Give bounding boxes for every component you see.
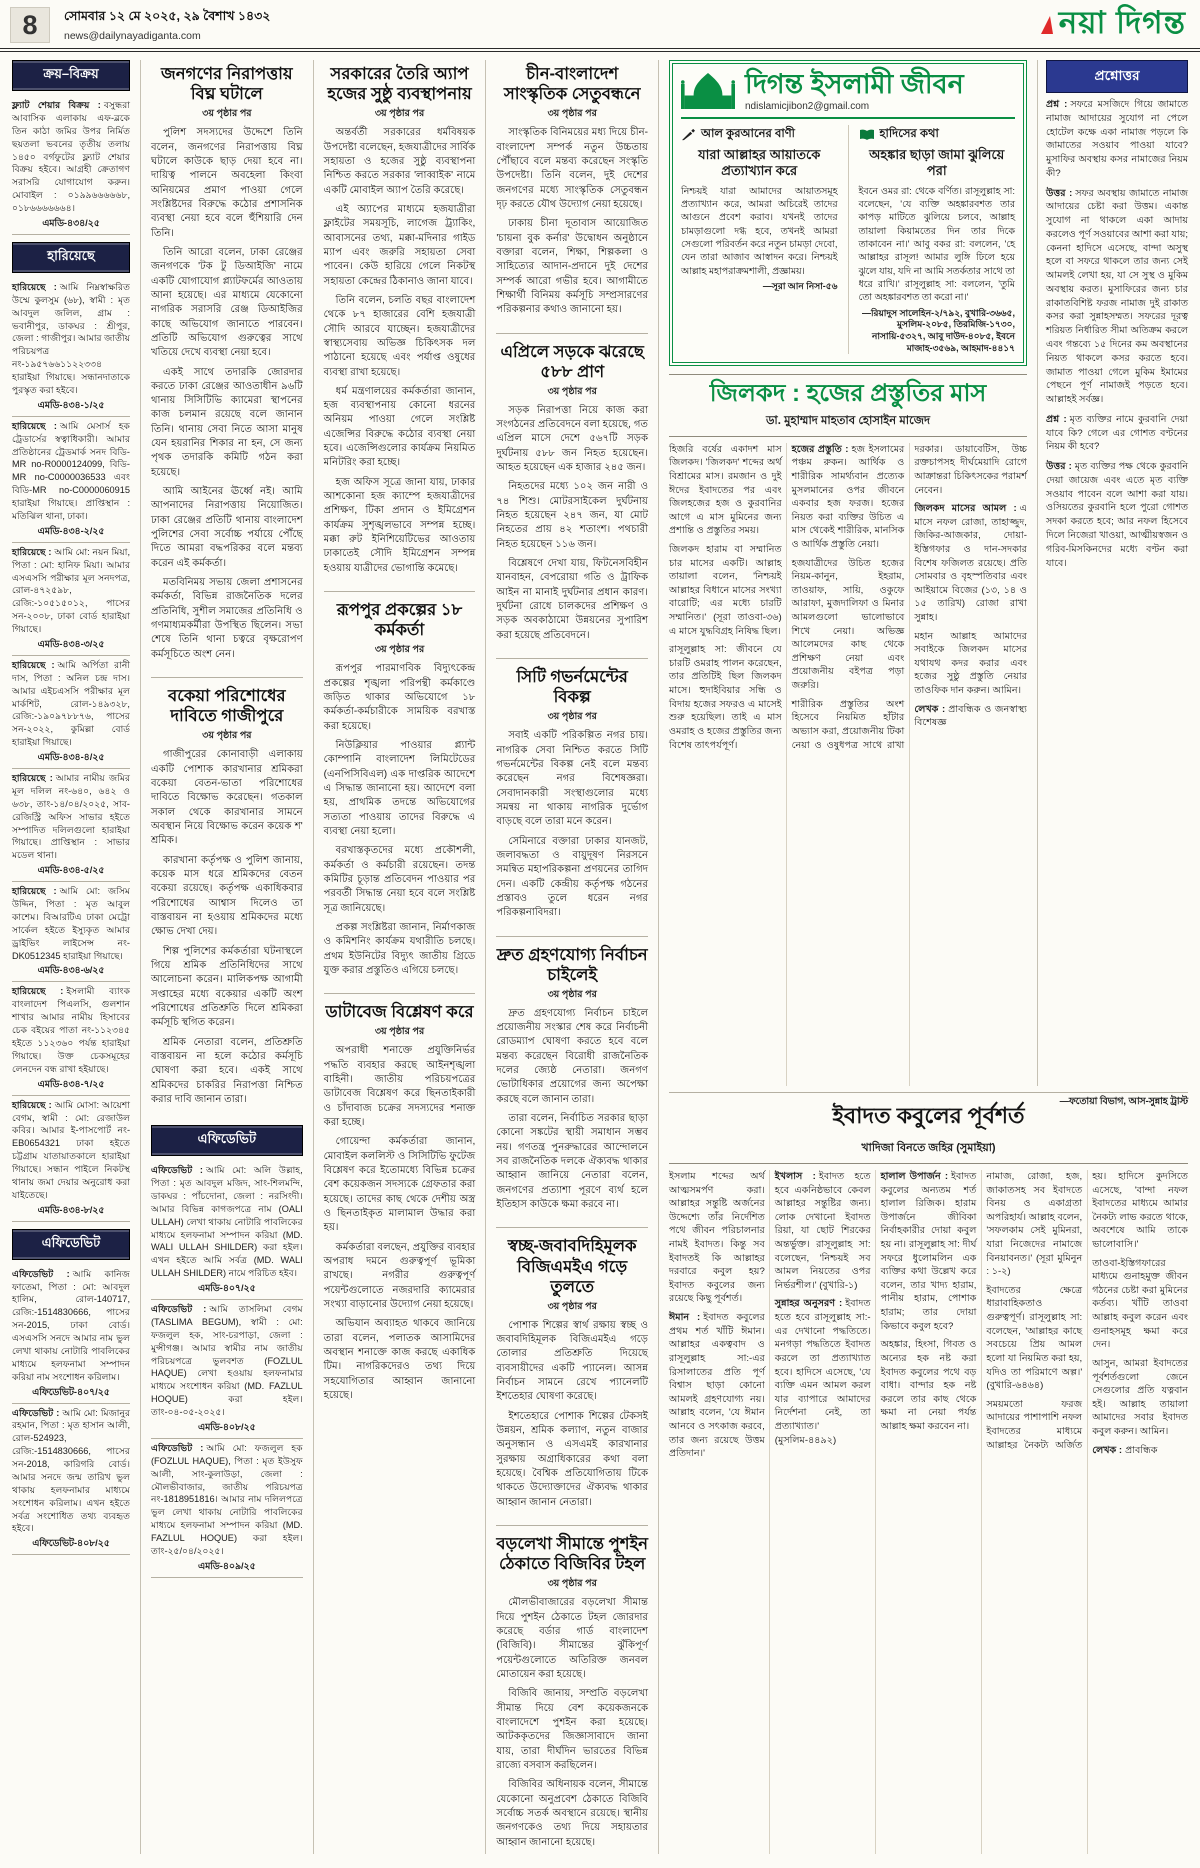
qa-body: [1046, 98, 1188, 1092]
article-paragraph: মৌলভীবাজারের বড়লেখা সীমান্ত দিয়ে পুশইন ঠেকাতে টহল জোরদার করেছে বর্ডার গার্ড বাংলাদেশ (বিজিবি)। সীমান্তের ঝুঁকিপূর্ণ পয়েন্টগুলোতে অতিরিক্ত জনবল মোতায়েন করা হয়েছে।: [496, 1597, 649, 1680]
classified-code: এমডি-৪৩৪-১/২৫: [37, 399, 105, 410]
article-paragraph: তিনি বলেন, চলতি বছর বাংলাদেশ থেকে ৮৭ হাজারের বেশি হজযাত্রী সৌদি আরবে যাচ্ছেন। হজযাত্রীদের স্বাস্থ্যসেবায় অভিজ্ঞ চিকিৎসক দল পাঠানো হয়েছে এবং পর্যাপ্ত ওষুধের ব্যবস্থা রাখা হয়েছে।: [323, 294, 476, 378]
article-paragraph: ঢাকায় চীনা দূতাবাস আয়োজিত 'চায়না বুক কর্নার' উদ্বোধন অনুষ্ঠানে বক্তারা বলেন, শিক্ষা, শিল্পকলা ও সাহিত্যের আদান-প্রদানে দুই দেশের সম্পর্ক আরো গভীর হবে। আগামীতে শিক্ষার্থী বিনিময় কর্মসূচি সম্প্রসারণের পরিকল্পনার কথাও জানানো হয়।: [496, 218, 649, 316]
islamic-email-link[interactable]: ndislamicjibon2@gmail.com: [745, 100, 870, 112]
main-column-3: [485, 60, 648, 1854]
article-body: [324, 662, 476, 978]
hadith-headline: অহঙ্কার ছাড়া জামা ঝুলিয়ে পরা: [869, 147, 1005, 179]
main-articles: [140, 60, 648, 1854]
continued-from-note: ৩য় পৃষ্ঠার পর: [547, 1300, 597, 1312]
article-headline: রূপপুর প্রকল্পের ১৮ কর্মকর্তা: [336, 601, 463, 640]
article-paragraph: আসুন, আমরা ইবাদতের পূর্বশর্তগুলো জেনে সেগুলোর প্রতি যত্নবান হই। আল্লাহ তায়ালা আমাদের সবার ইবাদত কবুল করুন। আমিন।: [1092, 1357, 1188, 1437]
article-paragraph: সাংস্কৃতিক বিনিময়ের মধ্য দিয়ে চীন-বাংলাদেশ সম্পর্ক নতুন উচ্চতায় পৌঁছাবে বলে মন্তব্য করেছেন সংস্কৃতি উপদেষ্টা। তিনি বলেন, দুই দেশের জনগণের মধ্যে সাংস্কৃতিক সেতুবন্ধন দৃঢ় করতে যৌথ উদ্যোগ নেয়া হয়েছে।: [496, 127, 649, 210]
main-column-1: [140, 60, 303, 1854]
page-content: [0, 52, 1200, 1864]
ibadat-body: [669, 1170, 1188, 1854]
quran-headline: যারা আল্লাহর আয়াতকে প্রত্যাখ্যান করে: [698, 147, 821, 179]
jilqad-headline: জিলকদ : হজের প্রস্তুতির মাস: [709, 380, 987, 408]
article-paragraph: এই অ্যাপের মাধ্যমে হজযাত্রীরা ফ্লাইটের সময়সূচি, লাগেজ ট্র্যাকিং, আবাসনের তথ্য, মক্কা-মদিনার গাইড ম্যাপ এবং জরুরি সহায়তা সেবা পাবেন। কেউ হারিয়ে গেলে নিকটস্থ সহায়তা কেন্দ্রের ঠিকানাও জানা যাবে।: [323, 203, 476, 287]
article-paragraph: হালাল উপার্জন : ইবাদত কবুলের অন্যতম শর্ত হালাল রিজিক। হারাম উপার্জনে জীবিকা নির্বাহকারীর দোয়া কবুল হয় না। রাসূলুল্লাহ সা: দীর্ঘ সফরে ধুলোমলিন এক ব্যক্তির কথা উল্লেখ করে বলেন, তার খাদ্য হারাম, পানীয় হারাম, পোশাক হারাম; তার দোয়া কিভাবে কবুল হবে?: [880, 1171, 977, 1332]
article-paragraph: নিহতদের মধ্যে ১০২ জন নারী ও ৭৪ শিশু। মোটরসাইকেল দুর্ঘটনায় নিহত হয়েছেন ২৪৭ জন, যা মোট নিহতের প্রায় ৪২ শতাংশ। পথচারী নিহত হয়েছেন ১১৬ জন।: [496, 481, 649, 550]
article-paragraph: ধর্ম মন্ত্রণালয়ের কর্মকর্তারা জানান, হজ ব্যবস্থাপনায় কোনো ধরনের অনিয়ম পাওয়া গেলে সংশ্লিষ্ট এজেন্সির বিরুদ্ধে কঠোর ব্যবস্থা নেয়া হবে। এজেন্সিগুলোর কার্যক্রম নিয়মিত মনিটরিং করা হচ্ছে।: [323, 385, 476, 469]
lost-notice: হারিয়েছে : আমি মো: জসিম উদ্দিন, পিতা : মৃত আবুল কাশেম। বিআরটিএ ঢাকা মেট্রো সার্কেল হইতে ইস্যুকৃত আমার ড্রাইভিং লাইসেন্স নং-DK0512345 হারাইয়া গিয়াছে। এমডি-৪৩৪-৬/২৫: [12, 882, 130, 982]
classifieds-rail: [12, 60, 130, 1854]
classified-code: এমডি-৪৩৪-৬/২৫: [37, 965, 105, 976]
classified-code: এমডি-৪৩৪-৪/২৫: [37, 752, 105, 763]
pen-icon: [681, 128, 696, 141]
qa-paragraph: প্রশ্ন : মৃত ব্যক্তির নামে কুরবানি দেয়া যাবে কি? গেলে এর গোশত বণ্টনের নিয়ম কী হবে?: [1046, 413, 1188, 453]
classified-code: এমডি-৪৩৪-৫/২৫: [37, 865, 105, 876]
article-hajj-app: [324, 60, 476, 587]
article-paragraph: নিউক্লিয়ার পাওয়ার প্ল্যান্ট কোম্পানি বাংলাদেশ লিমিটেডের (এনপিসিবিএল) এক দাপ্তরিক আদেশে এ সিদ্ধান্ত জানানো হয়। আদেশে বলা হয়, প্রাথমিক তদন্তে অভিযোগের সত্যতা পাওয়ায় তাদের বিরুদ্ধে এ ব্যবস্থা নেয়া হলো।: [323, 739, 476, 837]
qa-header: প্রশ্নোত্তর: [1046, 60, 1188, 93]
hadith-label-row: [859, 125, 1016, 144]
article-body: [324, 126, 476, 576]
lost-notice: হারিয়েছে : আমি মোসা: আয়েশা বেগম, স্বামী : মো: রেজাউল কবির। আমার ই-পাসপোর্ট নং-EB0654321 ঢাকা হইতে চট্টগ্রাম যাতায়াতকালে হারাইয়া গিয়াছে। সন্ধান পাইলে নিকটস্থ থানায় জমা দেয়ার অনুরোধ করা যাইতেছে। এমডি-৪৩৪-৮/২৫: [12, 1096, 130, 1222]
article-body: [151, 126, 303, 662]
article-paragraph: হজযাত্রীদের উচিত হজের নিয়ম-কানুন, ইহরাম, তাওয়াফ, সায়ি, ওকুফে আরাফা, মুজদালিফা ও মিনার আমলগুলো ভালোভাবে শিখে নেয়া। অভিজ্ঞ আলেমদের কাছ থেকে প্রশিক্ষণ নেয়া এবং প্রয়োজনীয় বইপত্র পড়া জরুরি।: [791, 557, 905, 692]
affidavit-notice: এফিডেভিট : আমি মো: অলি উল্লাহ, পিতা : মৃত আবদুল মজিদ, সাং-শিলমন্দি, ডাকঘর : পাঁচদোনা, জেলা : নরসিংদী। আমার বিভিন্ন কাগজপত্রে নাম (OALI ULLAH) লেখা থাকায় নোটারি পাবলিকের মাধ্যমে হলফনামা সম্পাদন করিয়া (MD. WALI ULLAH SHILDER) করা হইল। এখন হইতে আমি সর্বত্র (MD. WALI ULLAH SHILDER) নামে পরিচিত হইব। এমডি-৪০৭/২৫: [151, 1161, 303, 1300]
jilqad-headline-block: [669, 374, 1027, 436]
article-paragraph: গোয়েন্দা কর্মকর্তারা জানান, মোবাইল কললিস্ট ও সিসিটিভি ফুটেজ বিশ্লেষণ করে ইতোমধ্যে বিভিন্ন চক্রের বেশ কয়েকজন সদস্যকে গ্রেফতার করা হয়েছে। তাদের কাছ থেকে দেশীয় অস্ত্র ও ছিনতাইকৃত মালামাল উদ্ধার করা হয়।: [323, 1136, 476, 1234]
article-paragraph: তাওবা-ইস্তিগফারের মাধ্যমে গুনাহমুক্ত জীবন গঠনের চেষ্টা করা মুমিনের কর্তব্য। খাঁটি তাওবা আল্লাহ কবুল করেন এবং গুনাহসমূহ ক্ষমা করে দেন।: [1092, 1257, 1188, 1351]
qa-paragraph: প্রশ্ন : সফরে মসজিদে গিয়ে জামাতে নামাজ আদায়ের সুযোগ না পেলে হোটেল কক্ষে একা নামাজ পড়লে কি জামাতের সওয়াব পাওয়া যাবে? মুসাফির অবস্থায় কসর নামাজের নিয়ম কী?: [1046, 99, 1189, 179]
islamic-top-row: [669, 60, 1189, 1106]
article-paragraph: কারখানা কর্তৃপক্ষ ও পুলিশ জানায়, কয়েক মাস ধরে শ্রমিকদের বেতন বকেয়া রয়েছে। কর্তৃপক্ষ একাধিকবার পরিশোধের আশ্বাস দিলেও তা বাস্তবায়ন না হওয়ায় শ্রমিকদের মধ্যে ক্ষোভ দেখা দেয়।: [151, 854, 303, 938]
affidavit-notice: এফিডেভিট : আমি মো: ফজলুল হক (FOZLUL HAQUE), পিতা : মৃত ইউসুফ আলী, সাং-কুলাউড়া, জেলা : মৌলভীবাজার, জাতীয় পরিচয়পত্র নং-1818951816। আমার নাম দলিলপত্রে ভুল লেখা থাকায় নোটারি পাবলিকের মাধ্যমে হলফনামা সম্পাদন করিয়া (MD. FAZLUL HOQUE) করা হইল। তাং-২৫/০৪/২০২৫। এমডি-৪০৯/২৫: [151, 1439, 303, 1578]
article-election: [496, 936, 648, 1224]
brand-logo: [1041, 0, 1186, 51]
article-paragraph: সবাই একটি পরিকল্পিত নগর চায়। নাগরিক সেবা নিশ্চিত করতে সিটি গভর্নমেন্টের বিকল্প নেই বলে মন্তব্য করেছেন নগর বিশেষজ্ঞরা। সেবাদানকারী সংস্থাগুলোর মধ্যে সমন্বয় না থাকায় নাগরিক দুর্ভোগ বাড়ছে বলে তারা মনে করেন।: [496, 730, 649, 828]
continued-from-note: ৩য় পৃষ্ঠার পর: [547, 385, 597, 397]
article-paragraph: ইসলাম শব্দের অর্থ আত্মসমর্পণ করা। আল্লাহর সন্তুষ্টি অর্জনের উদ্দেশ্যে তাঁর নির্দেশিত পথে জীবন পরিচালনার নামই ইবাদত। কিন্তু সব ইবাদতই কি আল্লাহর দরবারে কবুল হয়? ইবাদত কবুলের জন্য রয়েছে কিছু পূর্বশর্ত।: [669, 1171, 765, 1305]
ibadat-byline: খাদিজা বিনতে জহির (সুমাইয়া): [861, 1142, 996, 1154]
article-headline: দ্রুত গ্রহণযোগ্য নির্বাচন চাইলেই: [496, 945, 648, 984]
islamic-left-column: [669, 60, 1027, 1086]
hadith-source: —রিয়াদুস সালেহিন-২/৭৯২, বুখারি-৩৬৬৫, মুসলিম-২০৮৫, তিরমিজি-১৭৩০, নাসায়ি-৫৩২৭, আবু দাউদ-৪০৮৫, ইবনে মাজাহ-৩৫৬৯, আহমাদ-৪৪১৭: [861, 307, 1015, 353]
affidavit-list: [12, 1265, 130, 1556]
article-paragraph: রাসূলুল্লাহ সা: জীবনে যে চারটি ওমরাহ পালন করেছেন, তার প্রতিটিই ছিল জিলকদ মাসে। হুদাইবিয়ার সন্ধি ও বিদায় হজের সফরও এ মাসেই শুরু হয়েছিল। তাই এ মাস ওমরাহ ও হজের প্রস্তুতির জন্য বিশেষ তাৎপর্যপূর্ণ।: [669, 644, 782, 751]
article-paragraph: ইবাদতের ক্ষেত্রে ধারাবাহিকতাও গুরুত্বপূর্ণ। রাসূলুল্লাহ সা: বলেছেন, 'আল্লাহর কাছে সবচেয়ে প্রিয় আমল হলো যা নিয়মিত করা হয়, যদিও তা পরিমাণে অল্প।' (বুখারি-৬৪৬৪): [986, 1284, 1083, 1392]
article-bgmea: [496, 1227, 648, 1521]
article-road-deaths: [496, 333, 648, 655]
lost-notice: হারিয়েছে : আমি অর্পিতা রানী দাস, পিতা : অনিল চন্দ্র দাস। আমার এইচএসসি পরীক্ষার মূল মার্কশিট, রোল-১৪৯৩২৮, রেজি:-১৯০৯৭৮৮৭৬, পাসের সন-২০২২, কুমিল্লা বোর্ড হারাইয়া গিয়াছে। এমডি-৪৩৪-৪/২৫: [12, 656, 130, 769]
classified-code: এফিডেভিট-৪০৮/২৫: [32, 1538, 110, 1549]
article-paragraph: সেমিনারে বক্তারা ঢাকার যানজট, জলাবদ্ধতা ও বায়ুদূষণ নিরসনে সমন্বিত মহাপরিকল্পনা প্রণয়নের তাগিদ দেন। একটি কেন্দ্রীয় কর্তৃপক্ষ গঠনের প্রস্তাবও তুলে ধরেন নগর পরিকল্পনাবিদরা।: [496, 835, 649, 919]
masthead: [0, 0, 1200, 52]
ibadat-article: [669, 1092, 1188, 1854]
article-paragraph: প্রকল্প সংশ্লিষ্টরা জানান, নির্মাণকাজ ও কমিশনিং কার্যক্রম যথারীতি চলছে। প্রথম ইউনিটের বিদ্যুৎ জাতীয় গ্রিডে যুক্ত করার প্রস্তুতিও এগিয়ে চলছে।: [323, 921, 476, 976]
article-body: [496, 1319, 648, 1510]
article-paragraph: সময়মতো ফরজ আদায়ের পাশাপাশি নফল ইবাদতের মাধ্যমে আল্লাহর নৈকট্য অর্জিত হয়। হাদিসে কুদসিতে এসেছে, 'বান্দা নফল ইবাদতের মাধ্যমে আমার নৈকট্য লাভ করতে থাকে, অবশেষে আমি তাকে ভালোবাসি।': [986, 1171, 1188, 1451]
lost-notice: হারিয়েছে : আমি মো: নয়ন মিয়া, পিতা : মো: হানিফ মিয়া। আমার এসএসসি পরীক্ষার মূল সনদপত্র, রোল-৪৭২৫৯৮, রেজি:-১০৫১৫০১২, পাসের সন-২০০৮, ঢাকা বোর্ড হারাইয়া গিয়াছে। এমডি-৪৩৪-৩/২৫: [12, 543, 130, 656]
islamic-section-title: দিগন্ত ইসলামী জীবন: [745, 69, 964, 100]
quran-label: আল কুরআনের বাণী: [701, 128, 795, 140]
article-body: [496, 1596, 648, 1850]
article-paragraph: পুলিশ সদস্যদের উদ্দেশে তিনি বলেন, জনগণের নিরাপত্তায় বিঘ্ন ঘটালে কাউকে ছাড় দেয়া হবে না। দায়িত্ব পালনে অবহেলা কিংবা অনিয়মের প্রমাণ পাওয়া গেলে সংশ্লিষ্টদের বিরুদ্ধে কঠোর প্রশাসনিক ব্যবস্থা নেয়া হবে বলে হুঁশিয়ারি দেন তিনি।: [151, 127, 303, 239]
article-paragraph: লেখক : প্রাবন্ধিক: [1092, 1444, 1158, 1456]
article-headline: ডাটাবেজ বিশ্লেষণ করে: [325, 1003, 474, 1022]
islamic-title-block: [745, 70, 964, 111]
article-paragraph: অহঙ্কার, হিংসা, গিবত ও অন্যের হক নষ্ট করা ইবাদত কবুলের পথে বড় বাধা। বান্দার হক নষ্ট করলে তার কাছ থেকে ক্ষমা না নেয়া পর্যন্ত আল্লাহ ক্ষমা করবেন না।: [880, 1339, 977, 1432]
article-headline: বড়লেখা সীমান্তে পুশইন ঠেকাতে বিজিবির টহল: [496, 1535, 648, 1574]
hadith-body: ইবনে ওমর রা: থেকে বর্ণিত। রাসূলুল্লাহ সা: বলেছেন, 'যে ব্যক্তি অহঙ্কারবশত তার কাপড় মাটিতে ঝুলিয়ে চলবে, আল্লাহ তায়ালা কিয়ামতের দিন তার দিকে তাকাবেন না।' আবু বকর রা: বললেন, 'হে আল্লাহর রাসূল! আমার লুঙ্গি ঢিলে হয়ে ঝুলে যায়, যদি না আমি সতর্কতার সাথে তা ধরে রাখি।' রাসূলুল্লাহ সা: বললেন, 'তুমি তো অহঙ্কারবশত তা করো না।': [858, 184, 1015, 303]
article-paragraph: মহান আল্লাহ আমাদের সবাইকে জিলকদ মাসের যথাযথ কদর করার এবং হজের সুষ্ঠু প্রস্তুতি নেয়ার তাওফিক দান করুন। আমিন।: [914, 630, 1027, 697]
article-china-culture: [496, 60, 648, 329]
page-number: 8: [10, 7, 50, 43]
quran-source: —সূরা আন নিসা-৫৬: [762, 280, 838, 291]
article-paragraph: লেখক : প্রাবন্ধিক ও জনস্বাস্থ্য বিশেষজ্ঞ: [914, 703, 1027, 729]
continued-from-note: ৩য় পৃষ্ঠার পর: [547, 988, 597, 1000]
continued-from-note: ৩য় পৃষ্ঠার পর: [547, 711, 597, 723]
islamic-life-section: [658, 60, 1188, 1854]
classified-code: এমডি-৪৩৪/২৫: [42, 217, 100, 228]
article-headline: এপ্রিলে সড়কে ঝরেছে ৫৮৮ প্রাণ: [500, 342, 644, 381]
affidavit-notice: এফিডেভিট : আমি মো: মিজানুর রহমান, পিতা : মৃত হাসান আলী, রোল-524923, রেজি:-1514830666, পাসের সন-2018, কারিগরি বোর্ড। আমার সনদে জন্ম তারিখ ভুল থাকায় হলফনামার মাধ্যমে সংশোধন করিলাম। এখন হইতে সর্বত্র সংশোধিত তথ্য ব্যবহৃত হইবে। এফিডেভিট-৪০৮/২৫: [12, 1404, 130, 1556]
continued-from-note: ৩য় পৃষ্ঠার পর: [374, 108, 425, 120]
quran-body: নিশ্চয়ই যারা আমাদের আয়াতসমূহ প্রত্যাখ্যান করে, আমরা অচিরেই তাদের আগুনে প্রবেশ করাব। যখনই তাদের চামড়াগুলো দগ্ধ হবে, তখনই আমরা সেগুলো পরিবর্তন করে নতুন চামড়া দেবো, যেন তারা আজাব আস্বাদন করে। নিশ্চয়ই আল্লাহ মহাপরাক্রমশালী, প্রজ্ঞাময়।: [681, 184, 838, 276]
article-paragraph: নামাজ, রোজা, হজ, জাকাতসহ সব ইবাদতে বিনয় ও একাগ্রতা অপরিহার্য। আল্লাহ বলেন, 'সফলকাম সেই মুমিনরা, যারা নিজেদের নামাজে বিনয়াবনত।' (সূরা মুমিনুন : ১-২): [986, 1171, 1083, 1278]
classified-code: এফিডেভিট-৪০৭/২৫: [32, 1386, 110, 1397]
mosque-icon: [681, 70, 735, 112]
article-database: [324, 993, 476, 1414]
continued-from-note: ৩য় পৃষ্ঠার পর: [202, 108, 252, 120]
quran-label-row: [681, 125, 838, 144]
qa-paragraph: উত্তর : মৃত ব্যক্তির পক্ষ থেকে কুরবানি দেয়া জায়েজ এবং এতে মৃত ব্যক্তি সওয়াব পাবেন বলে আশা করা যায়। ওসিয়তের কুরবানি হলে পুরো গোশত সদকা করতে হবে; আর নফল হিসেবে দিলে নিজেরা খাওয়া, আত্মীয়স্বজন ও গরিব-মিসকিনদের মধ্যে বণ্টন করা যাবে।: [1046, 461, 1188, 569]
jilqad-byline: ডা. মুহাম্মাদ মাহতাব হোসাইন মাজেদ: [765, 414, 931, 427]
affidavit-notice: এফিডেভিট : আমি তাসলিমা বেগম (TASLIMA BEGUM), স্বামী : মো: ফজলুল হক, সাং-চরপাড়া, জেলা : মুন্সীগঞ্জ। আমার স্বামীর নাম জাতীয় পরিচয়পত্রে ভুলবশত (FOZLUL HAQUE) লেখা হওয়ায় হলফনামার মাধ্যমে সংশোধন করিয়া (MD. FAZLUL HOQUE) করা হইল। তাং-০৪-০৫-২০২৫। এমডি-৪০৮/২৫: [151, 1300, 303, 1439]
dateline-block: [64, 8, 270, 42]
islamic-header: [681, 70, 1015, 119]
article-paragraph: জিলকদ হারাম বা সম্মানিত চার মাসের একটি। আল্লাহ তায়ালা বলেন, 'নিশ্চয়ই আল্লাহর বিধানে মাসের সংখ্যা বারোটি; এর মধ্যে চারটি সম্মানিত।' (সূরা তাওবা-৩৬) এ মাসে যুদ্ধবিগ্রহ নিষিদ্ধ ছিল।: [669, 544, 782, 637]
lost-notice: হারিয়েছে : আমি নিম্নস্বাক্ষরিত উম্মে কুলসুম (৬৮), স্বামী : মৃত আবদুল জলিল, গ্রাম : ভবানীপুর, ডাকঘর : শ্রীপুর, জেলা : গাজীপুর। আমার জাতীয় পরিচয়পত্র নং-১৯৫৭৬৬১১২২৩৩৪ হারাইয়া গিয়াছে। সন্ধানদাতাকে পুরস্কৃত করা হইবে। এমডি-৪৩৪-১/২৫: [12, 278, 130, 417]
article-paragraph: শ্রমিক নেতারা বলেন, প্রতিশ্রুতি বাস্তবায়ন না হলে কঠোর কর্মসূচি ঘোষণা করা হবে। একই সাথে শ্রমিকদের চাকরির নিরাপত্তা নিশ্চিত করার দাবি জানান তারা।: [151, 1036, 303, 1105]
affidavit-main-list: [151, 1161, 303, 1578]
jilqad-body: [669, 443, 1027, 1086]
article-paragraph: ইখলাস : ইবাদত হতে হবে একনিষ্ঠভাবে কেবল আল্লাহর সন্তুষ্টির জন্য। লোক দেখানো ইবাদত রিয়া, যা ছোট শিরকের অন্তর্ভুক্ত। রাসূলুল্লাহ সা: বলেছেন, 'নিশ্চয়ই সব আমল নিয়তের ওপর নির্ভরশীল।' (বুখারি-১): [774, 1171, 871, 1291]
article-paragraph: হিজরি বর্ষের একাদশ মাস জিলকদ। 'জিলকদ' শব্দের অর্থ বিশ্রামের মাস। রমজান ও দুই ঈদের ইবাদতের পর এবং জিলহজের হজ ও কুরবানির আগে এ মাস মুমিনের জন্য প্রশান্তি ও প্রস্তুতির সময়।: [669, 443, 782, 537]
article-border-patrol: [496, 1525, 648, 1861]
quote-columns: [681, 125, 1015, 354]
classified-code: এমডি-৪৩৪-৩/২৫: [37, 638, 105, 649]
section-header-lost: হারিয়েছে: [12, 242, 130, 273]
article-body: [496, 1007, 648, 1213]
article-body: [324, 1044, 476, 1403]
article-paragraph: ইশতেহারে পোশাক শিল্পের টেকসই উন্নয়ন, শ্রমিক কল্যাণ, নতুন বাজার অনুসন্ধান ও এসএমই কারখানার সুরক্ষায় অগ্রাধিকারের কথা বলা হয়েছে। বৈশ্বিক প্রতিযোগিতায় টিকে থাকতে উদ্যোক্তাদের ঐক্যবদ্ধ থাকার আহ্বান জানান নেতারা।: [496, 1410, 649, 1508]
article-paragraph: দ্রুত গ্রহণযোগ্য নির্বাচন চাইলে প্রয়োজনীয় সংস্কার শেষ করে নির্বাচনী রোডম্যাপ ঘোষণা করতে হবে বলে মন্তব্য করেছেন বিরোধী রাজনৈতিক দলের জ্যেষ্ঠ নেতারা। জনগণ ভোটাধিকার প্রয়োগের জন্য অপেক্ষা করছে বলে জানান তারা।: [496, 1007, 649, 1105]
continued-from-note: ৩য় পৃষ্ঠার পর: [374, 1026, 425, 1038]
article-paragraph: পোশাক শিল্পের স্বার্থ রক্ষায় স্বচ্ছ ও জবাবদিহিমূলক বিজিএমইএ গড়ে তোলার প্রতিশ্রুতি দিয়েছে ব্যবসায়ীদের একটি প্যানেল। আসন্ন নির্বাচন সামনে রেখে প্যানেলটি ইশতেহার ঘোষণা করেছে।: [496, 1319, 649, 1403]
lost-notice: হারিয়েছে : আমার নামীয় জমির মূল দলিল নং-৬৪০, ৬৪২ ও ৬৩৮, তাং-১৪/০৪/২০২৫, সাব-রেজিস্ট্রি অফিস সাভার হইতে সম্পাদিত দলিলগুলো হারাইয়া গিয়াছে। প্রাপ্তিস্থান : সাভার মডেল থানা। এমডি-৪৩৪-৫/২৫: [12, 769, 130, 882]
article-paragraph: তিনি আরো বলেন, ঢাকা রেঞ্জের জনগণকে 'টক টু ডিআইজি' নামে একটি যোগাযোগ প্ল্যাটফর্মের আওতায় আনা হয়েছে। এর মাধ্যমে যেকোনো নাগরিক সরাসরি রেঞ্জ ডিআইজির কাছে অভিযোগ জানাতে পারবেন। প্রতিটি অভিযোগ গুরুত্বের সাথে খতিয়ে দেখে ব্যবস্থা নেয়া হবে।: [151, 246, 303, 359]
article-headline: চীন-বাংলাদেশ সাংস্কৃতিক সেতুবন্ধনে: [503, 65, 641, 104]
article-paragraph: তারা বলেন, নির্বাচিত সরকার ছাড়া কোনো সঙ্কটের স্থায়ী সমাধান সম্ভব নয়। গণতন্ত্র পুনরুদ্ধারের আন্দোলনে সব রাজনৈতিক দলকে ঐক্যবদ্ধ থাকার আহ্বান জানিয়ে নেতারা বলেন, জনগণের প্রত্যাশা পূরণে ব্যর্থ হলে ইতিহাস কাউকে ক্ষমা করবে না।: [496, 1113, 649, 1211]
article-headline: স্বচ্ছ-জবাবদিহিমূলক বিজিএমইএ গড়ে তুলতে: [507, 1237, 637, 1296]
continued-from-note: ৩য় পৃষ্ঠার পর: [202, 730, 252, 742]
article-paragraph: বিজিবির অধিনায়ক বলেন, সীমান্তে যেকোনো অনুপ্রবেশ ঠেকাতে বিজিবি সর্বোচ্চ সতর্ক অবস্থানে রয়েছে। স্থানীয় জনগণকেও তথ্য দিয়ে সহায়তার আহ্বান জানানো হয়েছে।: [496, 1779, 649, 1848]
brand-logo-text: নয়া দিগন্ত: [1058, 5, 1186, 40]
classified-code: এমডি-৪৩৪-৮/২৫: [37, 1204, 105, 1215]
article-paragraph: একই সাথে তদারকি জোরদার করতে ঢাকা রেঞ্জের আওতাধীন ৯৬টি থানায় সিসিটিভি ক্যামেরা স্থাপনের কাজ চলমান রয়েছে বলে জানান তিনি। থানায় সেবা নিতে আসা মানুষ যেন হয়রানির শিকার না হন, সে জন্য পৃথক তদারকি কমিটি গঠন করা হয়েছে।: [151, 366, 303, 478]
islamic-header-box: [669, 60, 1027, 366]
section-header-buy-sell: ক্রয়–বিক্রয়: [12, 60, 130, 91]
article-headline: জনগণের নিরাপত্তায় বিঘ্ন ঘটালে: [161, 65, 293, 104]
jilqad-article: [669, 374, 1027, 1086]
quran-quote-block: [681, 125, 838, 354]
classified-code: এমডি-৪০৯/২৫: [198, 1560, 256, 1571]
lost-notice: হারিয়েছে : ইসলামী ব্যাংক বাংলাদেশ পিএলসি, গুলশান শাখার আমার নামীয় হিসাবের চেক বইয়ের পাতা নং-১১২৩৪৫ হইতে ১১২৩৬০ পর্যন্ত হারাইয়া গিয়াছে। উক্ত চেকসমূহের লেনদেন বন্ধ রাখা হইয়াছে। এমডি-৪৩৪-৭/২৫: [12, 982, 130, 1095]
article-paragraph: বিজিবি জানায়, সম্প্রতি বড়লেখা সীমান্ত দিয়ে বেশ কয়েকজনকে বাংলাদেশে পুশইন করা হয়েছে। আটককৃতদের জিজ্ঞাসাবাদে জানা যায়, তারা দীর্ঘদিন ভারতের বিভিন্ন রাজ্যে বসবাস করছিলেন।: [496, 1688, 649, 1771]
article-paragraph: কর্মকর্তারা বলছেন, প্রযুক্তির ব্যবহার অপরাধ দমনে গুরুত্বপূর্ণ ভূমিকা রাখছে। নগরীর গুরুত্বপূর্ণ পয়েন্টগুলোতে নজরদারি ক্যামেরার সংখ্যা বাড়ানোর উদ্যোগ নেয়া হয়েছে।: [323, 1241, 476, 1310]
ibadat-headline: ইবাদত কবুলের পূর্বশর্ত: [832, 1103, 1025, 1128]
article-paragraph: অন্তর্বর্তী সরকারের ধর্মবিষয়ক উপদেষ্টা বলেছেন, হজযাত্রীদের সার্বিক সহায়তা ও হজের সুষ্ঠু ব্যবস্থাপনা নিশ্চিত করতে সরকার 'লাব্বাইক' নামে একটি মোবাইল অ্যাপ তৈরি করেছে।: [323, 127, 476, 196]
qa-attribution: —ফতোয়া বিভাগ, আস-সুন্নাহ ট্রাস্ট: [1059, 1096, 1188, 1106]
book-icon: [859, 129, 875, 141]
ibadat-headline-block: [669, 1099, 1188, 1164]
dateline: সোমবার ১২ মে ২০২৫, ২৯ বৈশাখ ১৪৩২: [64, 9, 271, 23]
article-public-safety: [151, 60, 303, 673]
article-headline: বকেয়া পরিশোধের দাবিতে গাজীপুরে: [168, 687, 286, 726]
article-paragraph: শিল্প পুলিশের কর্মকর্তারা ঘটনাস্থলে গিয়ে শ্রমিক প্রতিনিধিদের সাথে আলোচনা করেন। মালিকপক্ষ আগামী সপ্তাহের মধ্যে বকেয়ার একটি অংশ পরিশোধের প্রতিশ্রুতি দিলে শ্রমিকরা কর্মসূচি স্থগিত করেন।: [151, 945, 303, 1029]
article-paragraph: মতবিনিময় সভায় জেলা প্রশাসনের কর্মকর্তা, বিভিন্ন রাজনৈতিক দলের প্রতিনিধি, সুশীল সমাজের প্রতিনিধি ও গণমাধ্যমকর্মীরা উপস্থিত ছিলেন। সভা শেষে তিনি থানা চত্বরে বৃক্ষরোপণ কর্মসূচিতে অংশ নেন।: [151, 577, 303, 660]
section-header-affidavit-main: এফিডেভিট: [151, 1125, 303, 1156]
article-rooppur: [324, 591, 476, 989]
article-gazipur-arrears: [151, 677, 303, 1118]
hadith-label: হাদিসের কথা: [879, 128, 939, 140]
article-paragraph: হজ অফিস সূত্রে জানা যায়, ঢাকার আশকোনা হজ ক্যাম্পে হজযাত্রীদের প্রশিক্ষণ, টিকা প্রদান ও ইমিগ্রেশন কার্যক্রম সুশৃঙ্খলভাবে সম্পন্ন হচ্ছে। মক্কা রুট ইনিশিয়েটিভের আওতায় ঢাকাতেই সৌদি ইমিগ্রেশন সম্পন্ন হওয়ায় যাত্রীদের ভোগান্তি কমেছে।: [323, 476, 476, 574]
article-body: [151, 748, 303, 1107]
classified-code: এমডি-৪০৮/২৫: [198, 1421, 256, 1432]
article-body: [496, 126, 648, 317]
logo-flag-icon: [1041, 16, 1053, 34]
article-paragraph: সড়ক নিরাপত্তা নিয়ে কাজ করা সংগঠনের প্রতিবেদনে বলা হয়েছে, গত এপ্রিল মাসে দেশে ৫৬৭টি সড়ক দুর্ঘটনায় ৫৮৮ জন নিহত হয়েছেন। আহত হয়েছেন এক হাজার ২৪৫ জন।: [496, 404, 649, 474]
article-paragraph: জিলকদ মাসের আমল : এ মাসে নফল রোজা, তাহাজ্জুদ, জিকির-আজকার, দোয়া-ইস্তিগফার ও দান-সদকার বিশেষ ফজিলত রয়েছে। প্রতি সোমবার ও বৃহস্পতিবার এবং আইয়ামে বিজের (১৩, ১৪ ও ১৫ তারিখ) রোজা রাখা সুন্নাহ।: [914, 503, 1027, 624]
hadith-quote-block: [848, 125, 1016, 354]
article-headline: সরকারের তৈরি অ্যাপ হজের সুষ্ঠু ব্যবস্থাপনায়: [327, 65, 472, 104]
article-paragraph: রূপপুর পারমাণবিক বিদ্যুৎকেন্দ্র প্রকল্পের শৃঙ্খলা পরিপন্থী কর্মকাণ্ডে জড়িত থাকার অভিযোগে ১৮ কর্মকর্তা-কর্মচারীকে সাময়িক বরখাস্ত করা হয়েছে।: [323, 663, 476, 732]
article-paragraph: বরখাস্তকৃতদের মধ্যে প্রকৌশলী, কর্মকর্তা ও কর্মচারী রয়েছেন। তদন্ত কমিটির চূড়ান্ত প্রতিবেদন পাওয়ার পর পরবর্তী সিদ্ধান্ত নেয়া হবে বলে সংশ্লিষ্ট সূত্র জানিয়েছে।: [323, 845, 476, 914]
article-paragraph: অপরাধী শনাক্তে প্রযুক্তিনির্ভর পদ্ধতি ব্যবহার করছে আইনশৃঙ্খলা বাহিনী। জাতীয় পরিচয়পত্রের ডাটাবেজ বিশ্লেষণ করে ছিনতাইকারী ও চাঁদাবাজ চক্রের সদস্যদের শনাক্ত করা হচ্ছে।: [323, 1045, 476, 1128]
article-headline: সিটি গভর্নমেন্টের বিকল্প: [516, 668, 628, 707]
continued-from-note: ৩য় পৃষ্ঠার পর: [374, 644, 425, 656]
continued-from-note: ৩য় পৃষ্ঠার পর: [547, 1578, 597, 1590]
affidavit-notice: এফিডেভিট : আমি কানিজ ফাতেমা, পিতা : মো: আবদুল হালিম, রোল-140717, রেজি:-1514830666, পাসের সন-2015, ঢাকা বোর্ড। এসএসসি সনদে আমার নাম ভুল লেখা থাকায় নোটারি পাবলিকের মাধ্যমে হলফনামা সম্পাদন করিয়া নাম সংশোধন করিলাম। এফিডেভিট-৪০৭/২৫: [12, 1265, 130, 1404]
article-paragraph: হজের প্রস্তুতি : হজ ইসলামের পঞ্চম রুকন। আর্থিক ও শারীরিক সামর্থ্যবান প্রত্যেক মুসলমানের ওপর জীবনে একবার হজ ফরজ। হজের নিয়ত করা ব্যক্তির উচিত এ মাস থেকেই শারীরিক, মানসিক ও আর্থিক প্রস্তুতি নেয়া।: [791, 443, 905, 550]
continued-from-note: ৩য় পৃষ্ঠার পর: [547, 108, 597, 120]
newsroom-email-link[interactable]: news@dailynayadiganta.com: [64, 30, 201, 42]
lost-notice: হারিয়েছে : আমি মেসার্স হক ট্রেডার্সের স্বত্বাধিকারী। আমার প্রতিষ্ঠানের ট্রেডমার্ক সনদ বিডি-MR no-R0000124099, বিডি-MR no-C0000036533 এবং বিডি-MR no-C0000060915 হারাইয়া গিয়াছে। প্রাপ্তিস্থান : মতিঝিল থানা, ঢাকা। এমডি-৪৩৪-২/২৫: [12, 417, 130, 543]
main-column-2: [313, 60, 476, 1854]
qa-paragraph: উত্তর : সফর অবস্থায় জামাতে নামাজ আদায়ের চেষ্টা করা উত্তম। একান্ত সুযোগ না থাকলে একা আদায় করলেও পূর্ণ সওয়াবের আশা করা যায়; কেননা হাদিসে এসেছে, বান্দা অসুস্থ হলে বা সফরে থাকলে তার জন্য সেই আমলই লেখা হয়, যা সে সুস্থ ও মুকিম অবস্থায় করত। মুসাফিরের জন্য চার রাকাতবিশিষ্ট ফরজ নামাজ দুই রাকাত কসর করা সুন্নাহসম্মত। সফরের দূরত্ব শরিয়ত নির্ধারিত সীমা অতিক্রম করলে এবং গন্তব্যে ১৫ দিনের কম অবস্থানের নিয়ত থাকলে কসর করতে হবে। জামাত পাওয়া গেলে মুকিম ইমামের পেছনে পূর্ণ নামাজই পড়তে হবে। আল্লাহই সর্বজ্ঞ।: [1046, 187, 1188, 406]
lost-notice-list: [12, 278, 130, 1222]
classified-code: এমডি-৪৩৪-২/২৫: [37, 525, 105, 536]
classified-code: এমডি-৪০৭/২৫: [198, 1283, 256, 1294]
article-body: [496, 404, 648, 643]
article-body: [496, 729, 648, 920]
article-paragraph: অভিযান অব্যাহত থাকবে জানিয়ে তারা বলেন, পলাতক আসামিদের অবস্থান শনাক্তে কাজ করছে একাধিক টিম। নাগরিকদেরও তথ্য দিয়ে সহযোগিতার আহ্বান জানানো হয়েছে।: [323, 1318, 476, 1401]
article-paragraph: শারীরিক প্রস্তুতির অংশ হিসেবে নিয়মিত হাঁটার অভ্যাস করা, প্রয়োজনীয় টিকা নেয়া ও ওষুধপত্র সাথে রাখা দরকার। ডায়াবেটিস, উচ্চ রক্তচাপসহ দীর্ঘমেয়াদি রোগে আক্রান্তরা চিকিৎসকের পরামর্শ নেবেন।: [791, 443, 1027, 751]
article-paragraph: সুন্নাহর অনুসরণ : ইবাদত হতে হবে রাসূলুল্লাহ সা:-এর দেখানো পদ্ধতিতে। মনগড়া পদ্ধতিতে ইবাদত করলে তা প্রত্যাখ্যাত হবে। হাদিসে এসেছে, 'যে ব্যক্তি এমন আমল করল যার ব্যাপারে আমাদের নির্দেশনা নেই, তা প্রত্যাখ্যাত।' (মুসলিম-৪৪৯২): [774, 1298, 871, 1446]
article-paragraph: গাজীপুরের কোনাবাড়ী এলাকায় একটি পোশাক কারখানার শ্রমিকরা বকেয়া বেতন-ভাতা পরিশোধের দাবিতে বিক্ষোভ করেছেন। গতকাল সকাল থেকে কারখানার সামনে অবস্থান নিয়ে বিক্ষোভ করেন কয়েক শ' শ্রমিক।: [151, 749, 303, 847]
article-paragraph: আমি আইনের ঊর্ধ্বে নই। আমি আপনাদের নিরাপত্তায় নিয়োজিত। ঢাকা রেঞ্জের প্রতিটি থানায় বাংলাদেশ পুলিশের সেবা সর্বোচ্চ পর্যায়ে পৌঁছে দিতে আমরা বদ্ধপরিকর বলে মন্তব্য করেন এই কর্মকর্তা।: [151, 486, 303, 569]
article-city-government: [496, 658, 648, 932]
buy-sell-list: [12, 96, 130, 235]
article-paragraph: ঈমান : ইবাদত কবুলের প্রথম শর্ত খাঁটি ঈমান। আল্লাহর একত্ববাদ ও রাসূলুল্লাহ সা:-এর রিসালাতের প্রতি পূর্ণ বিশ্বাস ছাড়া কোনো আমলই গ্রহণযোগ্য নয়। আল্লাহ বলেন, 'যে ঈমান আনবে ও সৎকাজ করবে, তার জন্য রয়েছে উত্তম প্রতিদান।': [669, 1312, 765, 1460]
qa-column: [1037, 60, 1189, 1106]
classified-code: এমডি-৪৩৪-৭/২৫: [37, 1078, 105, 1089]
section-header-affidavit: এফিডেভিট: [12, 1229, 130, 1260]
article-paragraph: বিশ্লেষণে দেখা যায়, ফিটনেসবিহীন যানবাহন, বেপরোয়া গতি ও ট্রাফিক আইন না মানাই দুর্ঘটনার প্রধান কারণ। দুর্ঘটনা রোধে চালকদের প্রশিক্ষণ ও সড়ক অবকাঠামো উন্নয়নের সুপারিশ করা হয়েছে প্রতিবেদনে।: [496, 558, 649, 641]
classified-ad: ফ্ল্যাট শেয়ার বিক্রয় : বসুন্ধরা আবাসিক এলাকায় এফ-ব্লকে তিন কাঠা জমির উপর নির্মিত ছয়তলা ভবনের তৃতীয় তলায় ১৪৫০ বর্গফুটের ফ্ল্যাট শেয়ার বিক্রয় হইবে। আগ্রহী ক্রেতাগণ সরাসরি যোগাযোগ করুন। মোবাইল : ০১৯৯৬৬৬৬৬৮, ০১৮৬৬৬৬৬৬৪। এমডি-৪৩৪/২৫: [12, 96, 130, 235]
